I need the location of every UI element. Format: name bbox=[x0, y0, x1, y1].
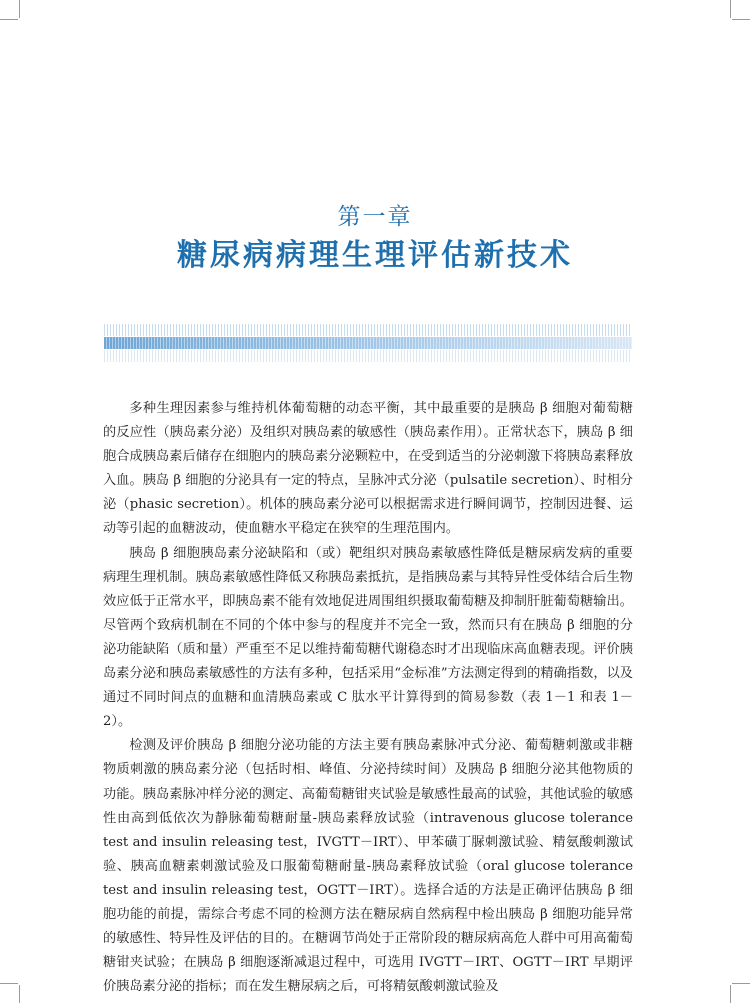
crop-mark-bottom-right-vertical bbox=[730, 985, 731, 1003]
decorative-band-middle-stripes bbox=[104, 337, 632, 349]
crop-mark-top-left-vertical bbox=[19, 0, 20, 18]
paragraph-2: 胰岛 β 细胞胰岛素分泌缺陷和（或）靶组织对胰岛素敏感性降低是糖尿病发病的重要病理生理机制。胰岛素敏感性降低又称胰岛素抵抗，是指胰岛素与其特异性受体结合后生物效应低于正常水平，即胰岛素不能有效地促进周围组织摄取葡萄糖及抑制肝脏葡萄糖输出。尽管两个致病机制在不同的个体中参与的程度并不完全一致，然而只有在胰岛 β 细胞的分泌功能缺陷（质和量）严重至不足以维持葡萄糖代谢稳态时才出现临床高血糖表现。评价胰岛素分泌和胰岛素敏感性的方法有多种，包括采用“金标准”方法测定得到的精确指数，以及通过不同时间点的血糖和血清胰岛素或 C 肽水平计算得到的简易参数（表 1－1 和表 1－2）。 bbox=[103, 545, 633, 730]
decorative-band-top bbox=[104, 324, 632, 336]
crop-mark-bottom-left-horizontal bbox=[0, 983, 18, 984]
body-text bbox=[103, 397, 633, 999]
decorative-band-bottom bbox=[104, 350, 632, 362]
crop-mark-top-right-vertical bbox=[730, 0, 731, 18]
crop-mark-bottom-right-horizontal bbox=[732, 983, 750, 984]
crop-mark-top-left-horizontal bbox=[0, 19, 18, 20]
crop-mark-bottom-left-vertical bbox=[19, 985, 20, 1003]
chapter-title: 糖尿病病理生理评估新技术 bbox=[177, 238, 573, 273]
crop-mark-top-right-horizontal bbox=[732, 19, 750, 20]
chapter-number: 第一章 bbox=[337, 204, 413, 230]
paragraph-3: 检测及评价胰岛 β 细胞分泌功能的方法主要有胰岛素脉冲式分泌、葡萄糖刺激或非糖物质刺激的胰岛素分泌（包括时相、峰值、分泌持续时间）及胰岛 β 细胞分泌其他物质的功能。胰岛素脉冲样分泌的测定、高葡萄糖钳夹试验是敏感性最高的试验，其他试验的敏感性由高到低依次为静脉葡萄糖耐量-胰岛素释放试验（intravenous glucose tolerance test and insulin releasing test，IVGTT－IRT）、甲苯磺丁脲刺激试验、精氨酸刺激试验、胰高血糖素刺激试验及口服葡萄糖耐量-胰岛素释放试验（oral glucose tolerance test and insulin releasing test，OGTT－IRT）。选择合适的方法是正确评估胰岛 β 细胞功能的前提，需综合考虑不同的检测方法在糖尿病自然病程中检出胰岛 β 细胞功能异常的敏感性、特异性及评估的目的。在糖调节尚处于正常阶段的糖尿病高危人群中可用高葡萄糖钳夹试验；在胰岛 β 细胞逐渐减退过程中，可选用 IVGTT－IRT、OGTT－IRT 早期评价胰岛素分泌的指标；而在发生糖尿病之后，可将精氨酸刺激试验及 bbox=[103, 738, 633, 995]
paragraph-1: 多种生理因素参与维持机体葡萄糖的动态平衡，其中最重要的是胰岛 β 细胞对葡萄糖的反应性（胰岛素分泌）及组织对胰岛素的敏感性（胰岛素作用）。正常状态下，胰岛 β 细胞合成胰岛素后储存在细胞内的胰岛素分泌颗粒中，在受到适当的分泌刺激下将胰岛素释放入血。胰岛 β 细胞的分泌具有一定的特点，呈脉冲式分泌（pulsatile secretion）、时相分泌（phasic secretion）。机体的胰岛素分泌可以根据需求进行瞬间调节，控制因进餐、运动等引起的血糖波动，使血糖水平稳定在狭窄的生理范围内。 bbox=[103, 401, 633, 537]
